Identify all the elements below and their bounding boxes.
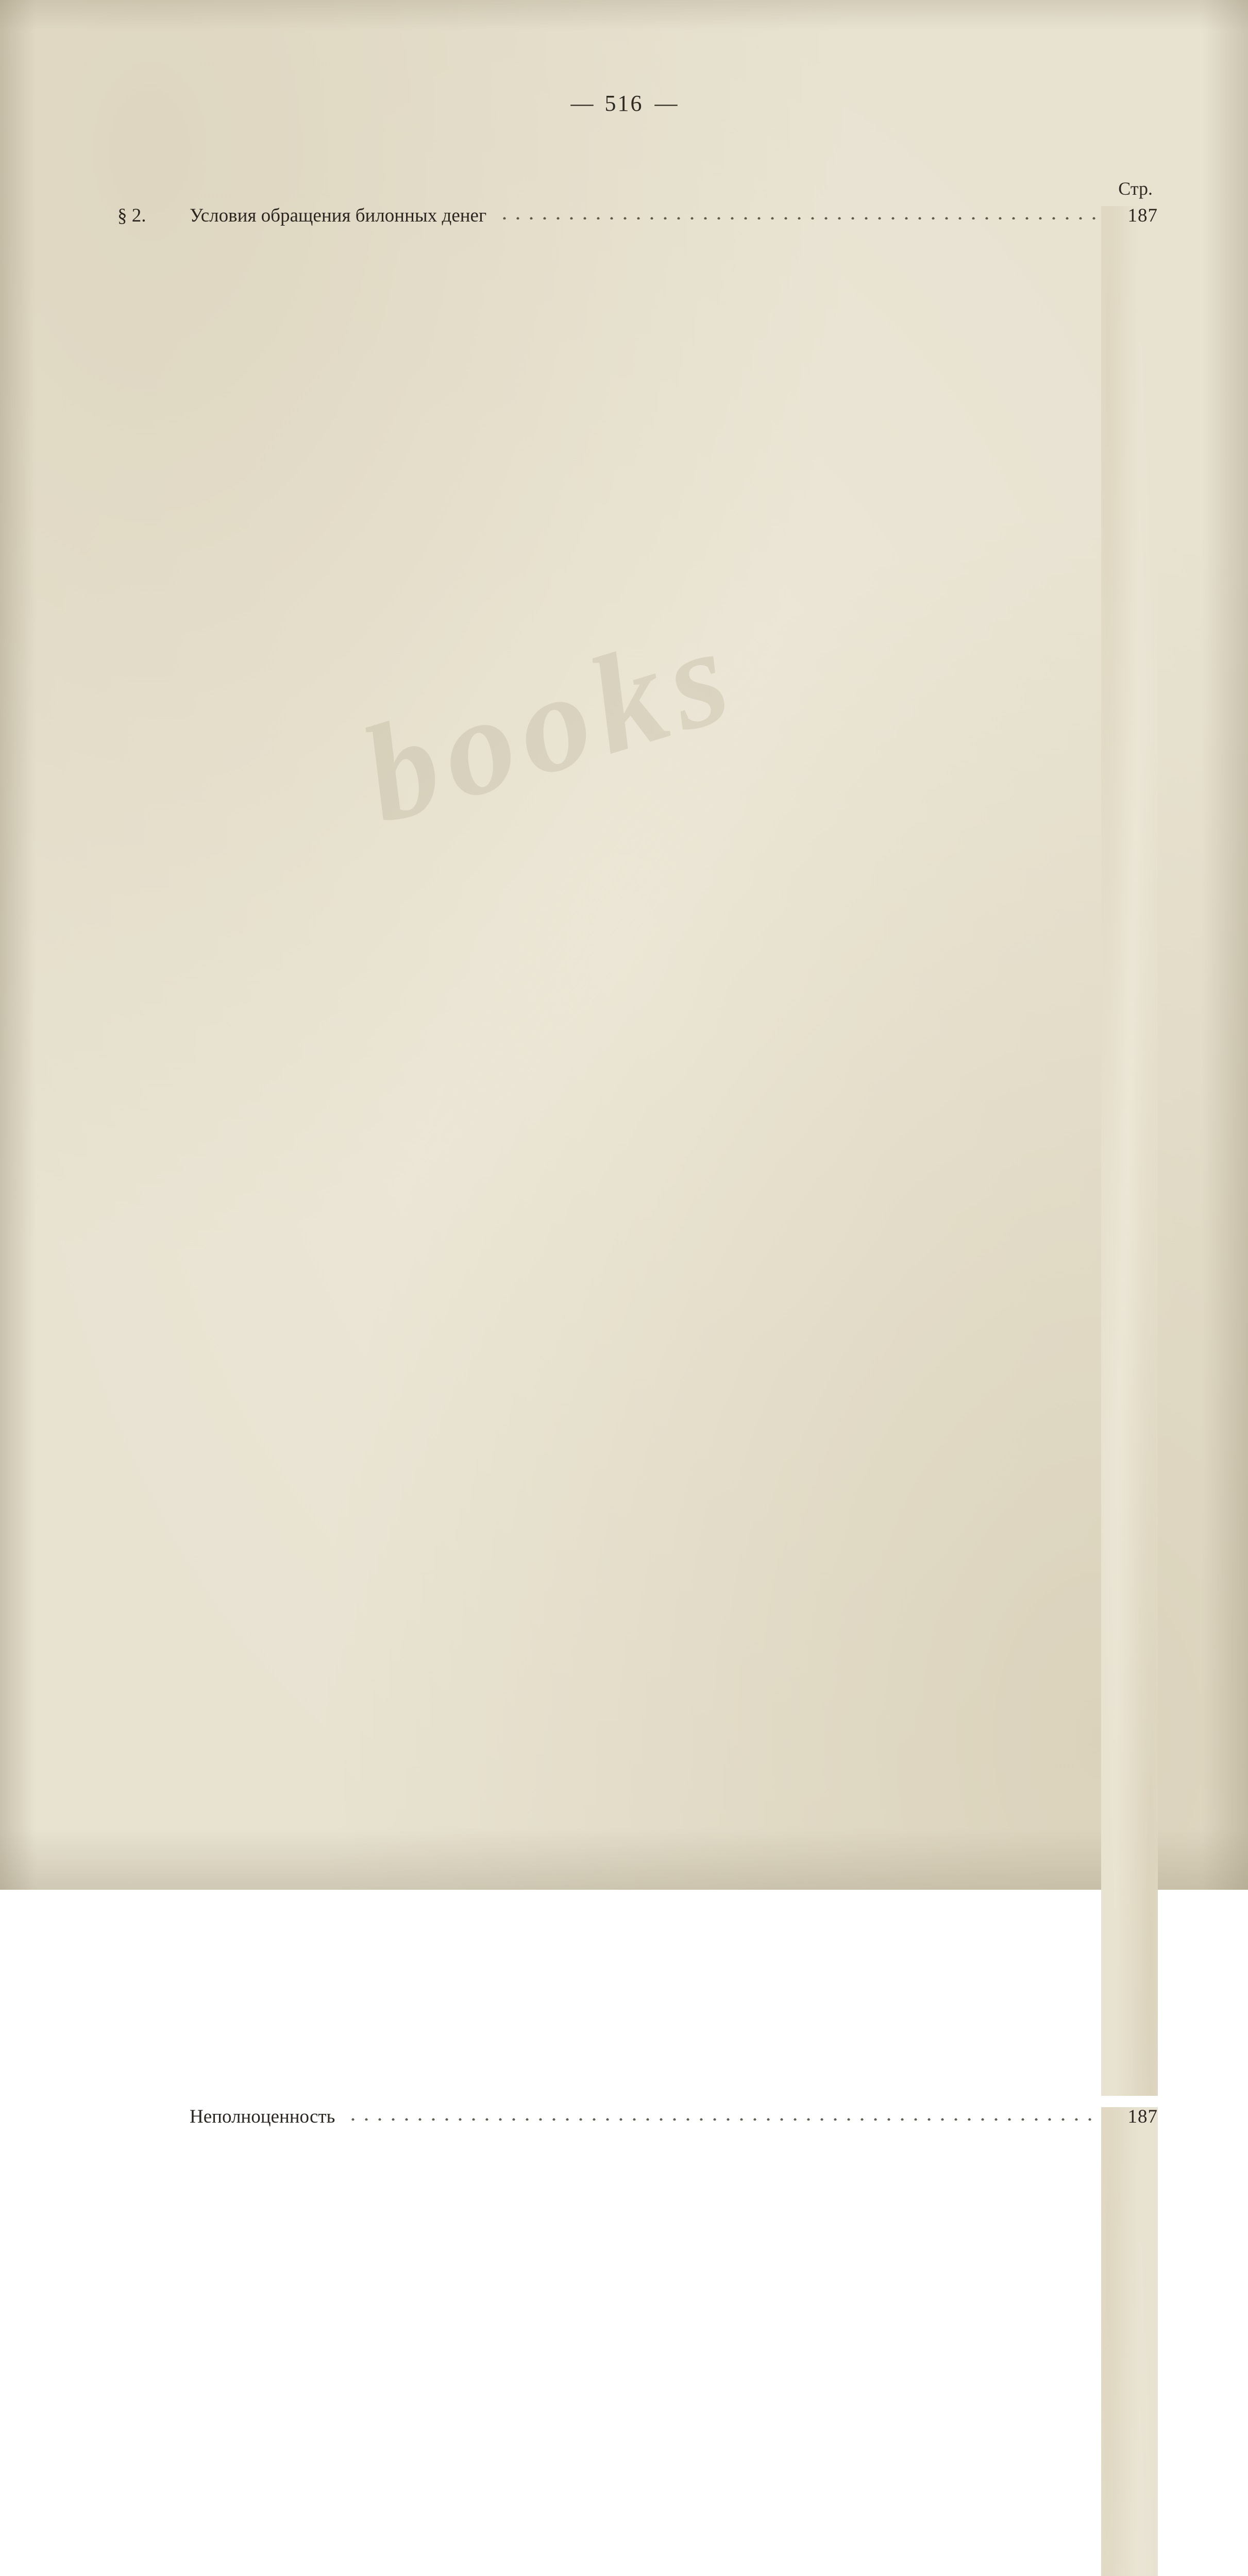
folio-dash-right: — (654, 91, 678, 116)
folio-number: 516 (604, 91, 644, 116)
entry-label: Неполноценность (190, 2106, 335, 2127)
watermark-text: books (346, 595, 754, 853)
dot-leader (346, 2106, 1096, 2121)
table-of-contents (117, 206, 1158, 2576)
toc-entry (117, 2107, 1158, 2576)
dot-leader (498, 205, 1096, 219)
section-number: § 2. (117, 205, 146, 226)
entry-page: 187 (1101, 2107, 1158, 2576)
page-number-header (0, 0, 1248, 116)
column-header-pages: Стр. (1118, 178, 1153, 199)
toc-entry (117, 206, 1158, 2096)
entry-label: Условия обращения билонных денег (190, 205, 487, 226)
folio-dash-left: — (570, 91, 594, 116)
entry-page: 187 (1101, 206, 1158, 2096)
